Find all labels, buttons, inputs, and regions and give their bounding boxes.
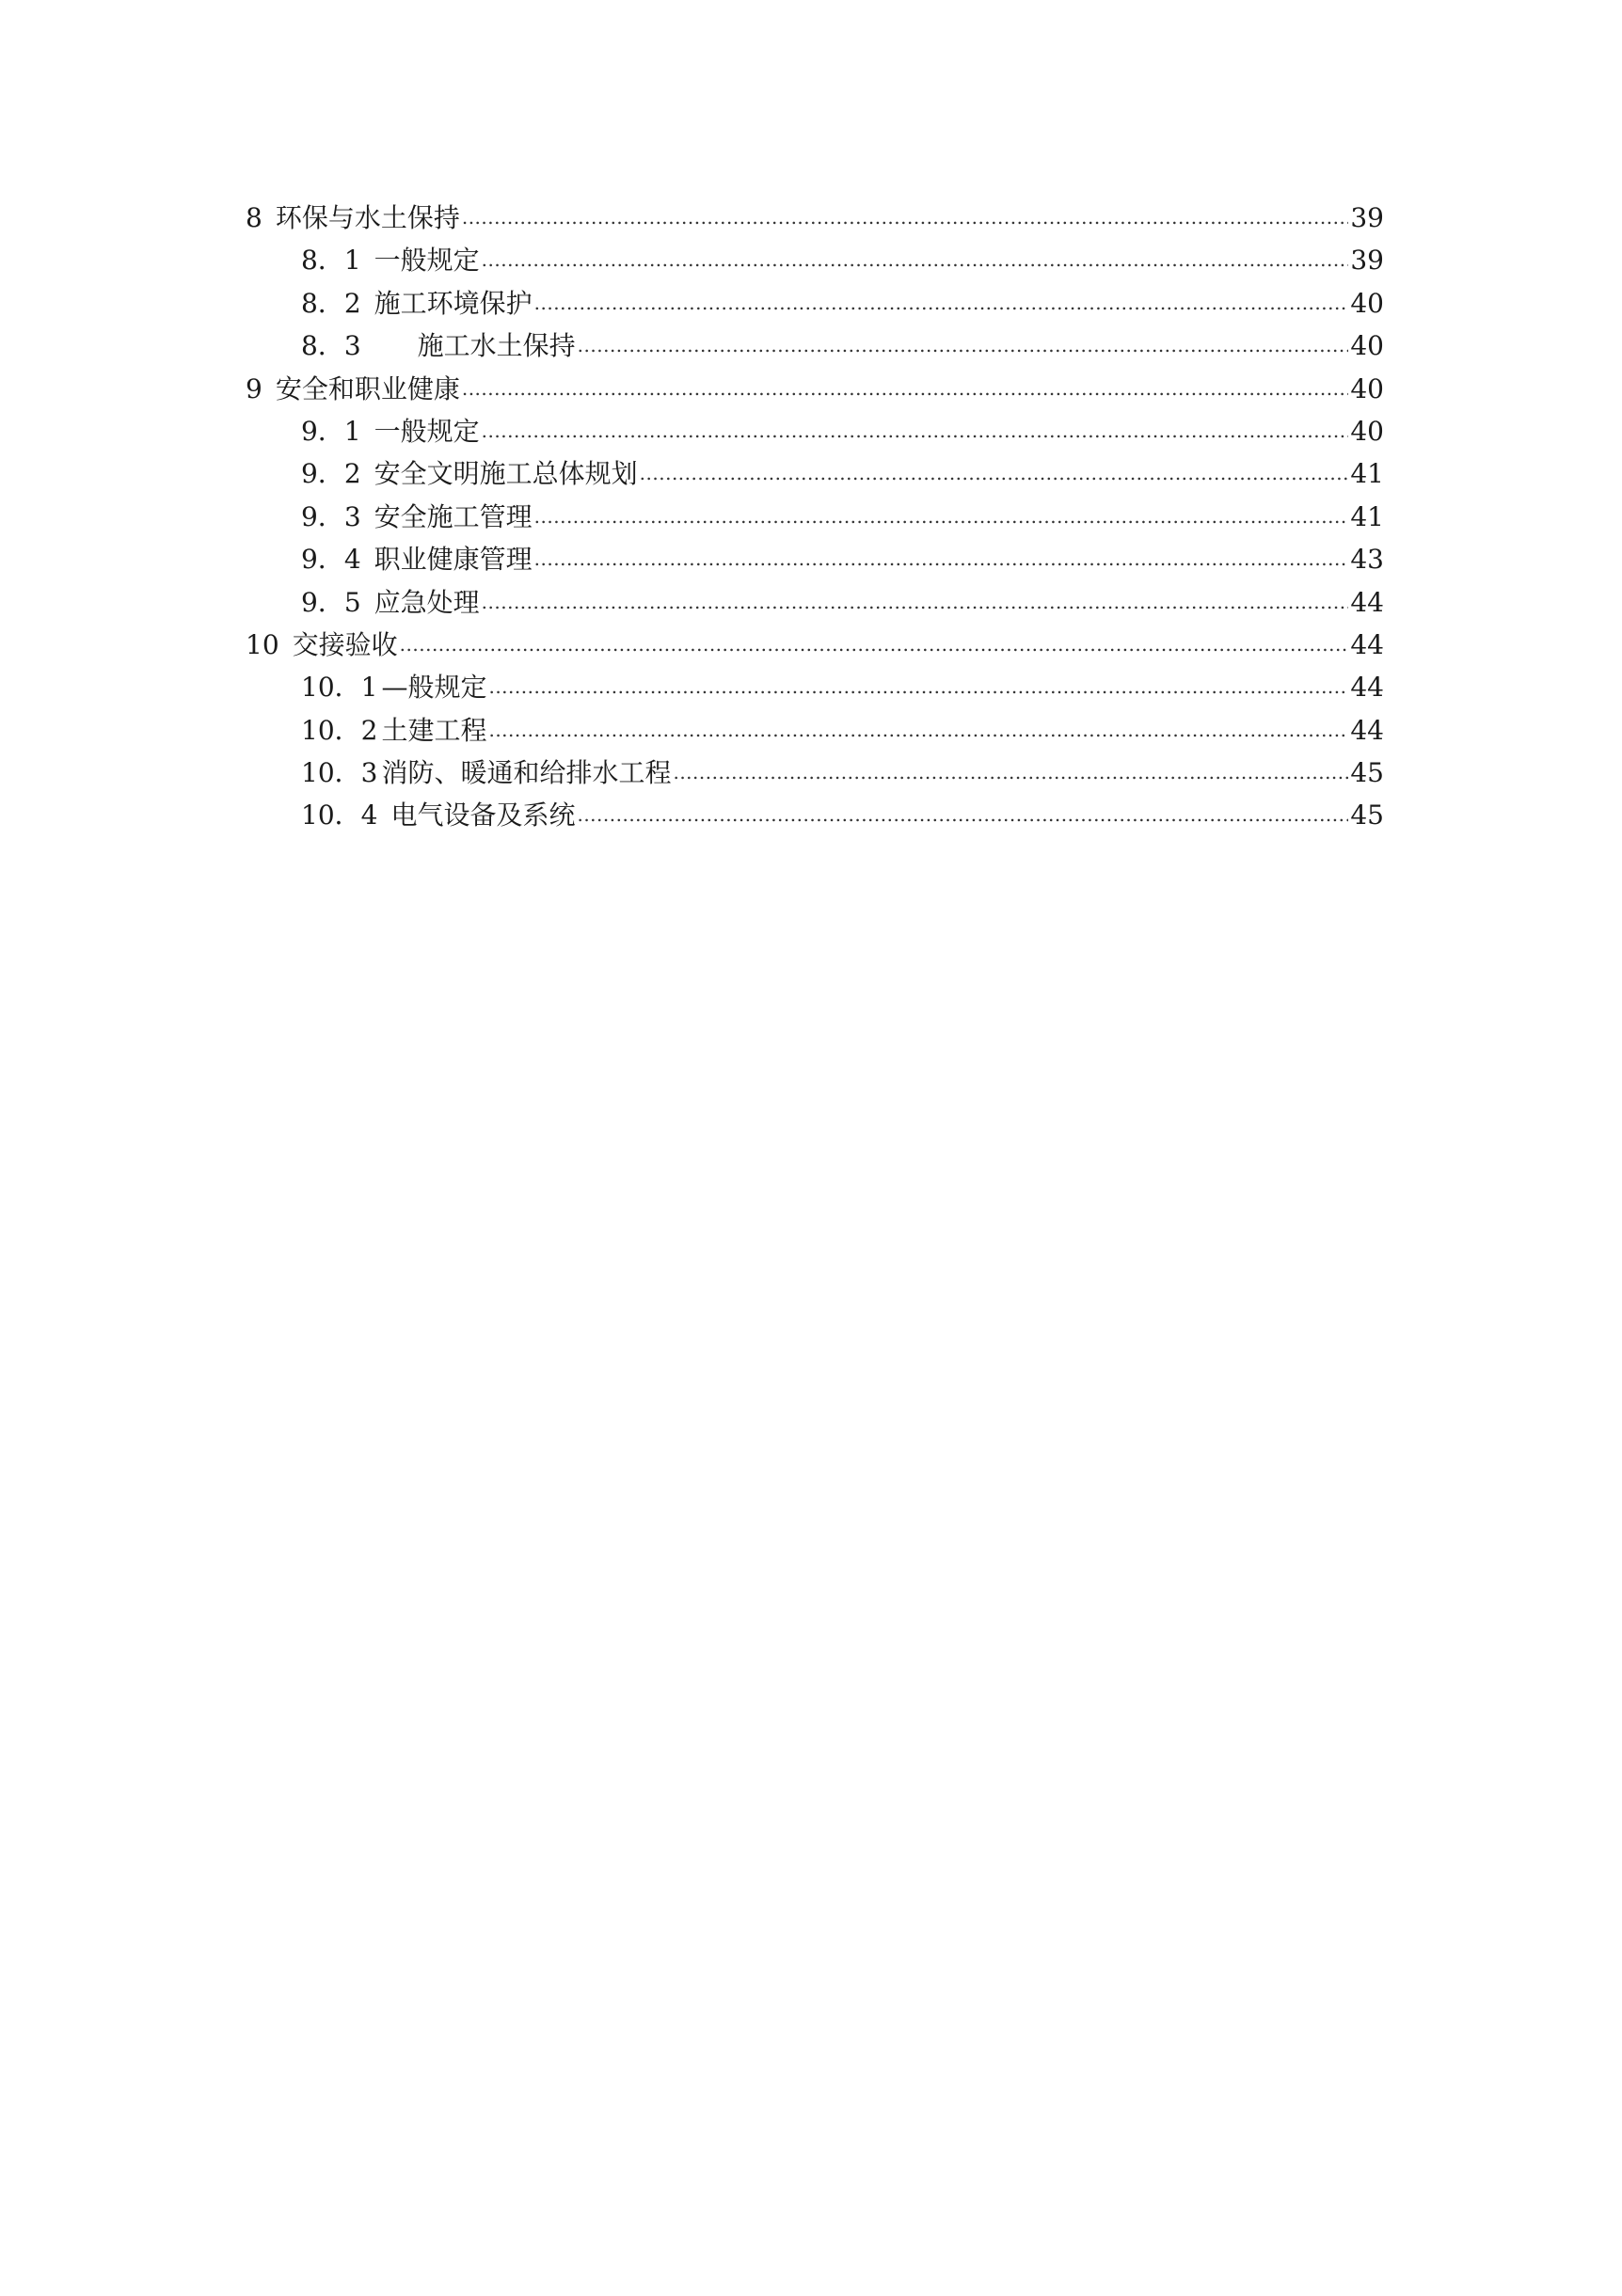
dot-leader bbox=[488, 706, 1348, 752]
toc-entry-title: 施工环境保护 bbox=[374, 287, 533, 319]
toc-entry-page: 44 bbox=[1350, 628, 1384, 660]
toc-entry-title: 安全施工管理 bbox=[374, 500, 533, 532]
toc-entry-title: 土建工程 bbox=[381, 714, 487, 746]
toc-entry-8-2[interactable] bbox=[246, 282, 1384, 325]
toc-entry-9-2[interactable] bbox=[246, 452, 1384, 495]
toc-entry-9[interactable] bbox=[246, 368, 1384, 410]
toc-entry-page: 39 bbox=[1350, 202, 1384, 233]
toc-entry-number: 10．3 bbox=[301, 757, 378, 789]
toc-entry-number: 10 bbox=[246, 628, 279, 660]
dot-leader bbox=[462, 194, 1349, 239]
toc-entry-number: 10．4 bbox=[301, 800, 378, 831]
toc-entry-9-5[interactable] bbox=[246, 581, 1384, 624]
dot-leader bbox=[578, 322, 1349, 367]
toc-entry-page: 40 bbox=[1350, 287, 1384, 319]
toc-entry-number: 9．5 bbox=[301, 586, 361, 618]
toc-entry-title: 职业健康管理 bbox=[374, 544, 533, 576]
dot-leader bbox=[534, 493, 1349, 538]
toc-entry-8[interactable] bbox=[246, 197, 1384, 239]
toc-entry-number: 9．1 bbox=[301, 415, 361, 447]
toc-entry-number: 8．3 bbox=[301, 330, 361, 362]
toc-entry-title: 消防、暖通和给排水工程 bbox=[381, 757, 672, 789]
dot-leader bbox=[673, 749, 1348, 794]
toc-entry-page: 39 bbox=[1350, 245, 1384, 277]
toc-entry-title: 交接验收 bbox=[292, 628, 398, 660]
dot-leader bbox=[577, 791, 1348, 836]
toc-entry-title: 安全和职业健康 bbox=[275, 372, 460, 404]
toc-entry-8-3[interactable] bbox=[246, 325, 1384, 367]
toc-entry-number: 9 bbox=[246, 372, 262, 404]
toc-entry-number: 8．1 bbox=[301, 245, 361, 277]
toc-entry-page: 40 bbox=[1350, 330, 1384, 362]
toc-entry-10-2[interactable] bbox=[246, 709, 1384, 752]
toc-entry-number: 8 bbox=[246, 202, 262, 233]
dot-leader bbox=[534, 535, 1349, 580]
toc-entry-page: 44 bbox=[1350, 714, 1384, 746]
toc-entry-number: 9．3 bbox=[301, 500, 361, 532]
toc-entry-page: 44 bbox=[1350, 586, 1384, 618]
toc-entry-page: 43 bbox=[1350, 544, 1384, 576]
toc-entry-number: 9．2 bbox=[301, 458, 361, 490]
toc-entry-title: 一般规定 bbox=[374, 415, 480, 447]
dot-leader bbox=[482, 407, 1349, 452]
toc-entry-9-4[interactable] bbox=[246, 538, 1384, 580]
toc-entry-title: 一般规定 bbox=[374, 245, 480, 277]
toc-entry-number: 10．2 bbox=[301, 714, 378, 746]
toc-entry-title: 电气设备及系统 bbox=[390, 800, 576, 831]
toc-entry-10-4[interactable] bbox=[246, 794, 1384, 836]
toc-entry-title: 施工水土保持 bbox=[417, 330, 576, 362]
toc-entry-page: 44 bbox=[1350, 672, 1384, 704]
toc-entry-page: 41 bbox=[1350, 500, 1384, 532]
dot-leader bbox=[462, 365, 1349, 410]
toc-entry-number: 9．4 bbox=[301, 544, 361, 576]
toc-entry-page: 41 bbox=[1350, 458, 1384, 490]
toc-entry-title: 安全文明施工总体规划 bbox=[374, 458, 638, 490]
toc-entry-title: 应急处理 bbox=[374, 586, 480, 618]
dot-leader bbox=[400, 621, 1349, 666]
toc-entry-page: 40 bbox=[1350, 372, 1384, 404]
toc-entry-9-3[interactable] bbox=[246, 496, 1384, 538]
dot-leader bbox=[534, 279, 1349, 325]
toc-entry-page: 45 bbox=[1350, 757, 1384, 789]
toc-entry-title: —般规定 bbox=[381, 672, 487, 704]
dot-leader bbox=[640, 450, 1349, 495]
toc-entry-9-1[interactable] bbox=[246, 410, 1384, 452]
toc-entry-10-3[interactable] bbox=[246, 752, 1384, 794]
toc-entry-title: 环保与水土保持 bbox=[275, 202, 460, 233]
toc-entry-8-1[interactable] bbox=[246, 239, 1384, 281]
dot-leader bbox=[482, 578, 1349, 624]
dot-leader bbox=[488, 663, 1348, 708]
toc-entry-number: 8．2 bbox=[301, 287, 361, 319]
toc-entry-10-1[interactable] bbox=[246, 666, 1384, 708]
toc-entry-page: 45 bbox=[1350, 800, 1384, 831]
dot-leader bbox=[482, 236, 1349, 281]
table-of-contents bbox=[246, 197, 1384, 837]
toc-entry-10[interactable] bbox=[246, 624, 1384, 666]
toc-entry-page: 40 bbox=[1350, 415, 1384, 447]
toc-entry-number: 10．1 bbox=[301, 672, 378, 704]
